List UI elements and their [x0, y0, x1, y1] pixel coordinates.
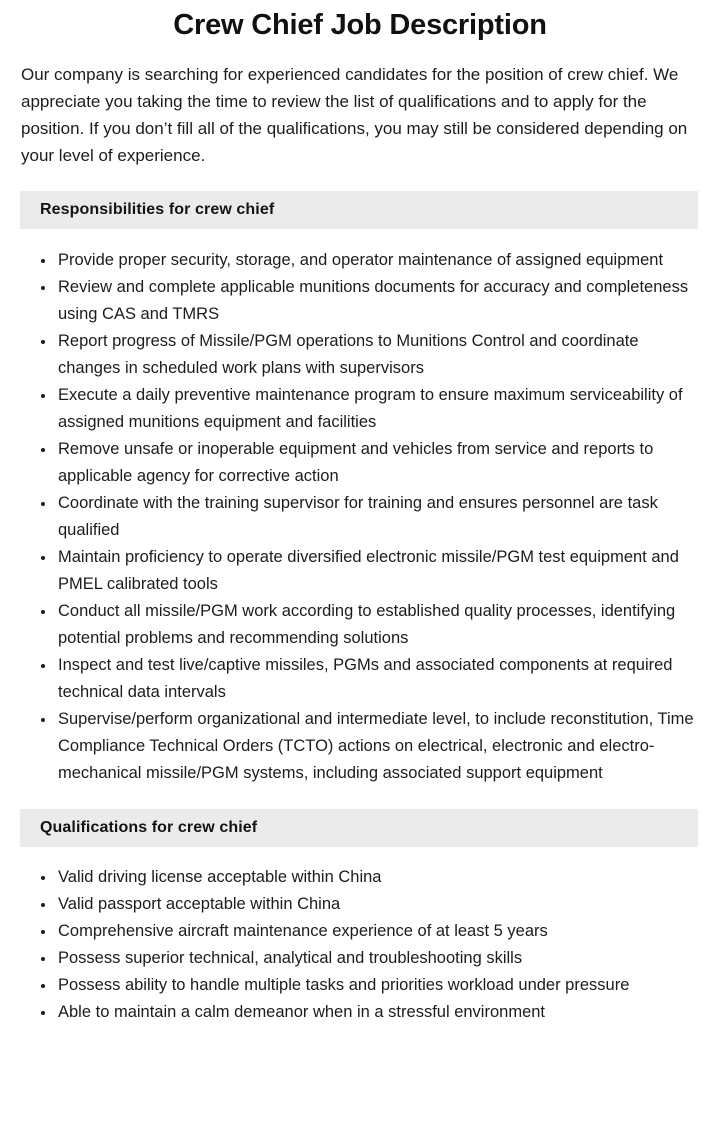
section-heading-text: Qualifications for crew chief — [40, 819, 258, 836]
list-item: Provide proper security, storage, and operator maintenance of assigned equipment — [0, 247, 695, 274]
section-header-qualifications — [20, 809, 698, 847]
section-header-responsibilities — [20, 191, 698, 229]
list-item: Comprehensive aircraft maintenance experience of at least 5 years — [0, 918, 695, 945]
list-item: Review and complete applicable munitions documents for accuracy and completeness using CAS and TMRS — [0, 274, 695, 328]
list-item: Possess superior technical, analytical and troubleshooting skills — [0, 945, 695, 972]
list-item: Execute a daily preventive maintenance program to ensure maximum serviceability of assigned munitions equipment and facilities — [0, 382, 695, 436]
list-item: Valid passport acceptable within China — [0, 891, 695, 918]
list-item: Supervise/perform organizational and intermediate level, to include reconstitution, Time Compliance Technical Orders (TCTO) actions on electrical, electronic and electro-mechanical missile/PGM systems, including associated support equipment — [0, 706, 695, 787]
page-title: Crew Chief Job Description — [173, 9, 547, 41]
list-item: Conduct all missile/PGM work according to established quality processes, identifying potential problems and recommending solutions — [0, 598, 695, 652]
list-item: Valid driving license acceptable within China — [0, 864, 695, 891]
intro-paragraph: Our company is searching for experienced candidates for the position of crew chief. We appreciate you taking the time to review the list of qualifications and to apply for the position. If you don’t fill all of the qualifications, you may still be considered depending on your level of experience. — [21, 65, 688, 165]
list-item: Remove unsafe or inoperable equipment and vehicles from service and reports to applicable agency for corrective action — [0, 436, 695, 490]
responsibilities-list — [0, 247, 720, 787]
section-qualifications — [0, 809, 720, 1026]
qualifications-list — [0, 864, 720, 1026]
section-responsibilities — [0, 191, 720, 787]
list-item: Report progress of Missile/PGM operations to Munitions Control and coordinate changes in scheduled work plans with supervisors — [0, 328, 695, 382]
list-item: Possess ability to handle multiple tasks and priorities workload under pressure — [0, 972, 695, 999]
section-heading-text: Responsibilities for crew chief — [40, 201, 275, 218]
list-item: Inspect and test live/captive missiles, PGMs and associated components at required technical data intervals — [0, 652, 695, 706]
list-item: Able to maintain a calm demeanor when in a stressful environment — [0, 999, 695, 1026]
list-item: Coordinate with the training supervisor for training and ensures personnel are task qualified — [0, 490, 695, 544]
list-item: Maintain proficiency to operate diversified electronic missile/PGM test equipment and PMEL calibrated tools — [0, 544, 695, 598]
